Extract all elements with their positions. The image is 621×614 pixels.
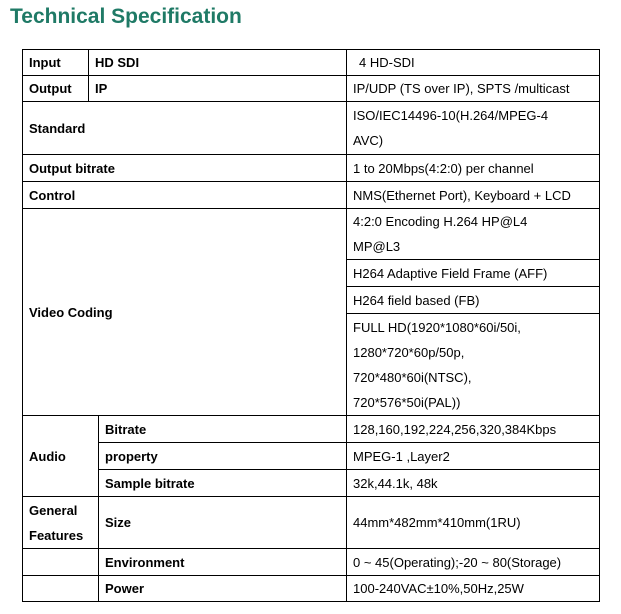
table-row [23,497,600,549]
standard-value [347,102,600,155]
audio-property-value: MPEG-1 ,Layer2 [347,443,600,470]
output-bitrate-label: Output bitrate [23,155,347,182]
control-label: Control [23,182,347,209]
output-label: Output [23,76,89,102]
size-value: 44mm*482mm*410mm(1RU) [347,497,600,549]
table-row [23,182,600,209]
input-value: 4 HD-SDI [347,50,600,76]
value-line: 720*480*60i(NTSC), [353,369,472,385]
audio-label: Audio [23,416,99,497]
output-bitrate-value: 1 to 20Mbps(4:2:0) per channel [347,155,600,182]
power-value: 100-240VAC±10%,50Hz,25W [347,576,600,602]
power-label: Power [99,576,347,602]
empty-cell [23,549,99,576]
label-line: Features [29,527,84,543]
value-line: 4:2:0 Encoding H.264 HP@L4 [353,214,528,229]
value-line: MP@L3 [353,239,401,254]
video-coding-item: H264 Adaptive Field Frame (AFF) [347,260,600,287]
audio-sample-bitrate-label: Sample bitrate [99,470,347,497]
value-line: FULL HD(1920*1080*60i/50i, [353,319,521,335]
table-row [23,102,600,155]
empty-cell [23,576,99,602]
video-coding-item [347,209,600,260]
table-row [23,155,600,182]
video-coding-item: H264 field based (FB) [347,287,600,314]
size-label: Size [99,497,347,549]
table-row [23,416,600,443]
table-row [23,443,600,470]
table-row [23,50,600,76]
value-line: AVC) [353,133,384,148]
label-line: General [29,502,78,518]
input-label: Input [23,50,89,76]
value-line: ISO/IEC14496-10(H.264/MPEG-4 [353,108,549,123]
video-coding-item [347,314,600,416]
value-line: 720*576*50i(PAL)) [353,394,461,410]
general-features-label [23,497,99,549]
page-title: Technical Specification [10,5,242,28]
table-row [23,549,600,576]
output-value: IP/UDP (TS over IP), SPTS /multicast [347,76,600,102]
table-row [23,76,600,102]
table-row [23,209,600,260]
audio-sample-bitrate-value: 32k,44.1k, 48k [347,470,600,497]
table-row [23,470,600,497]
value-line: 1280*720*60p/50p, [353,344,465,360]
spec-table [22,49,600,602]
input-sub-label: HD SDI [89,50,347,76]
audio-property-label: property [99,443,347,470]
output-sub-label: IP [89,76,347,102]
environment-label: Environment [99,549,347,576]
audio-bitrate-label: Bitrate [99,416,347,443]
table-row [23,576,600,602]
environment-value: 0 ~ 45(Operating);-20 ~ 80(Storage) [347,549,600,576]
video-coding-label: Video Coding [23,209,347,416]
control-value: NMS(Ethernet Port), Keyboard + LCD [347,182,600,209]
audio-bitrate-value: 128,160,192,224,256,320,384Kbps [347,416,600,443]
standard-label: Standard [23,102,347,155]
